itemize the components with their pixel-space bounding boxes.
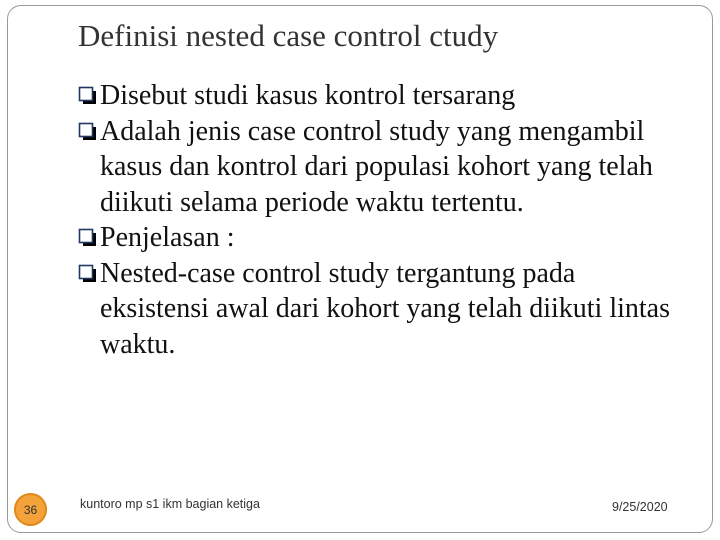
page-number: 36 [23, 502, 38, 517]
bullet-text: Adalah jenis case control study yang mengambil kasus dan kontrol dari populasi kohort yang telah diikuti selama periode waktu tertentu. [100, 115, 653, 218]
bullet-text: Nested-case control study tergantung pada eksistensi awal dari kohort yang telah diikuti lintas waktu. [100, 257, 670, 360]
bullet-item [78, 220, 688, 256]
checkbox-bullet-icon [78, 86, 97, 105]
bullet-item [78, 256, 688, 363]
bullet-text: Penjelasan : [100, 222, 235, 253]
footer-author: kuntoro mp s1 ikm bagian ketiga [80, 497, 260, 511]
checkbox-bullet-icon [78, 122, 97, 141]
bullet-item [78, 114, 688, 221]
bullet-list [78, 78, 688, 362]
bullet-item [78, 78, 688, 114]
footer-date: 9/25/2020 [612, 500, 668, 514]
checkbox-bullet-icon [78, 264, 97, 283]
bullet-text: Disebut studi kasus kontrol tersarang [100, 80, 516, 111]
page-number-badge [14, 493, 47, 526]
slide-title: Definisi nested case control ctudy [78, 18, 499, 53]
checkbox-bullet-icon [78, 228, 97, 247]
